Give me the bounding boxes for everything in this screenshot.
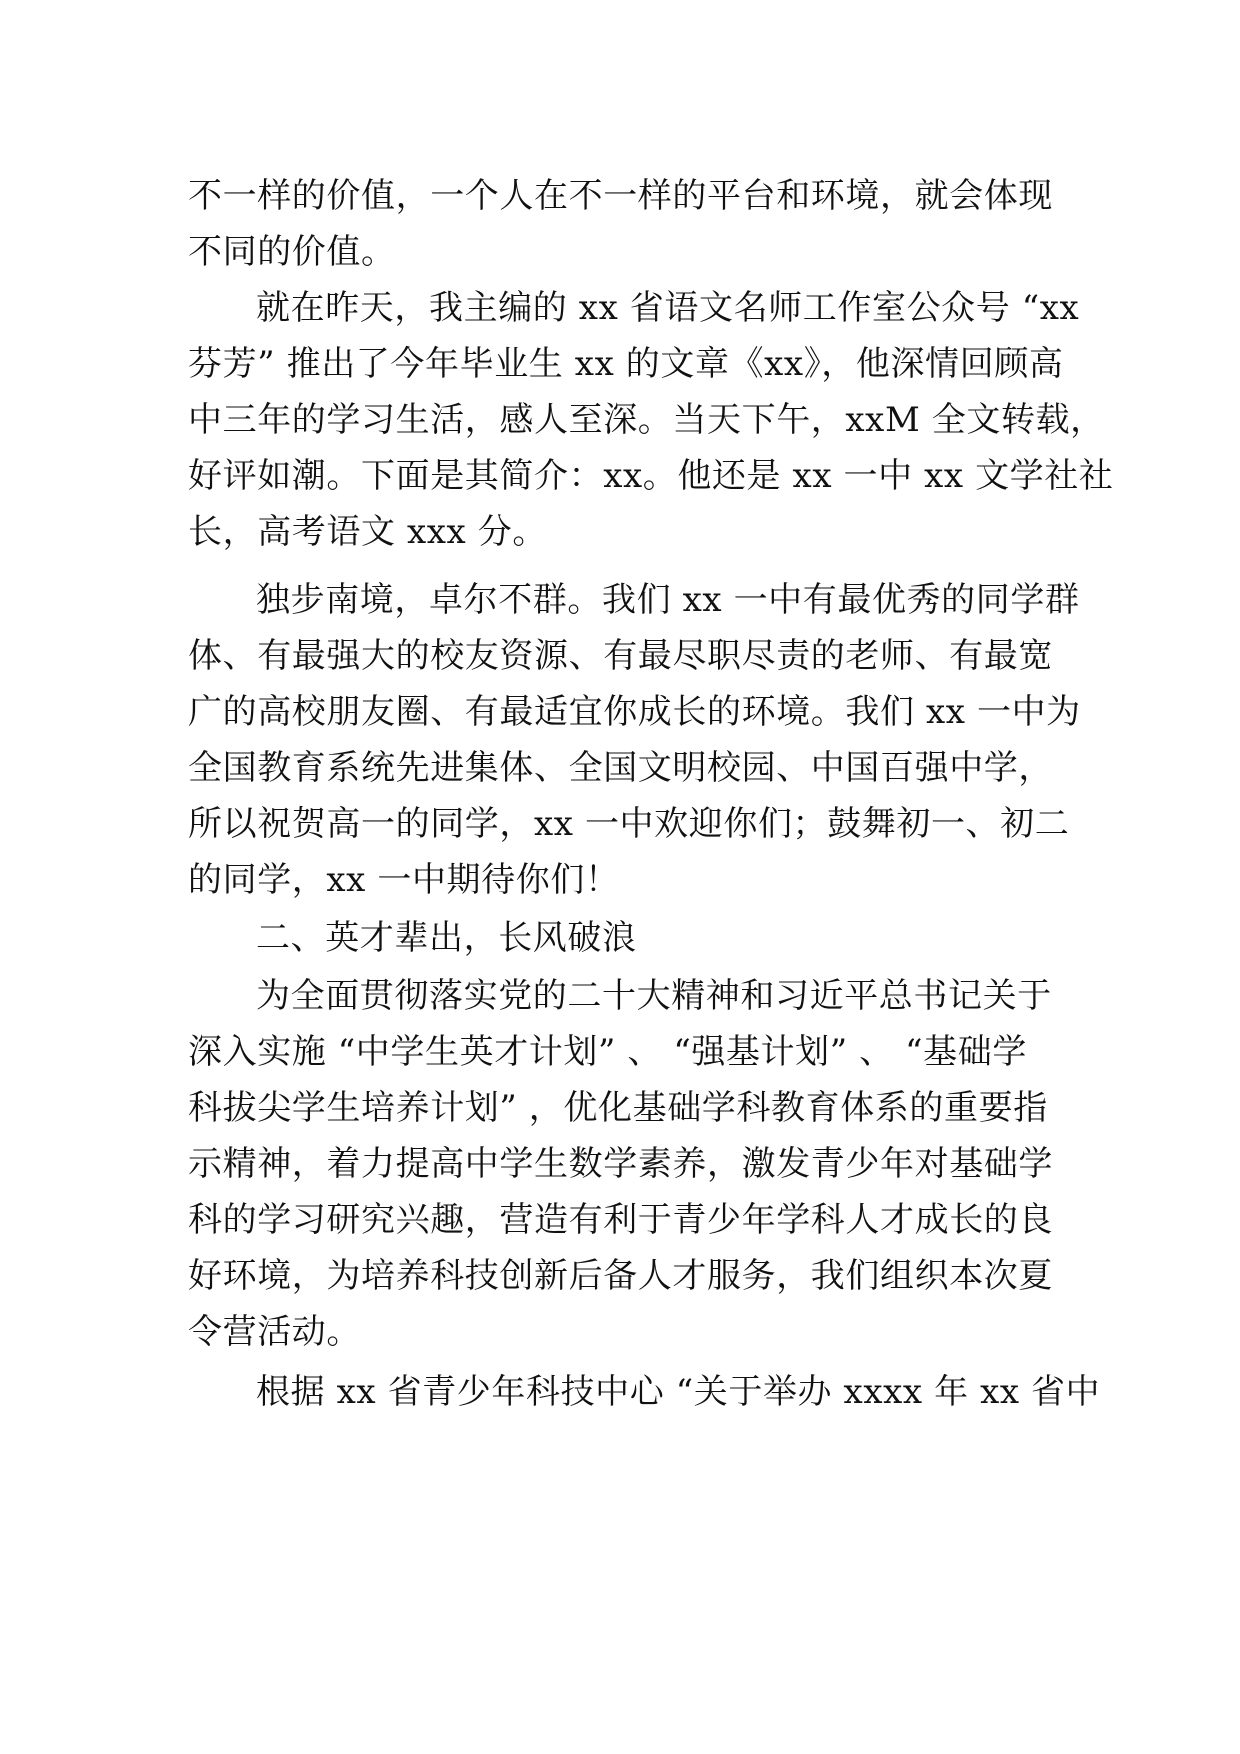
text-line: 的同学，xx 一中期待你们！ bbox=[188, 860, 620, 900]
text-line: 广的高校朋友圈、有最适宜你成长的环境。我们 xx 一中为 bbox=[188, 692, 1081, 732]
text-line: 就在昨天，我主编的 xx 省语文名师工作室公众号 “xx bbox=[256, 288, 1080, 328]
text-line: 不一样的价值，一个人在不一样的平台和环境，就会体现 bbox=[188, 176, 1053, 216]
text-line: 科的学习研究兴趣，营造有利于青少年学科人才成长的良 bbox=[188, 1200, 1053, 1240]
text-line: 科拔尖学生培养计划” ，优化基础学科教育体系的重要指 bbox=[188, 1088, 1048, 1128]
text-line: 独步南境，卓尔不群。我们 xx 一中有最优秀的同学群 bbox=[256, 580, 1080, 620]
text-line: 不同的价值。 bbox=[188, 232, 396, 272]
text-line: 中三年的学习生活，感人至深。当天下午，xxM 全文转载， bbox=[188, 400, 1105, 440]
text-line: 所以祝贺高一的同学，xx 一中欢迎你们；鼓舞初一、初二 bbox=[188, 804, 1070, 844]
text-line: 好环境，为培养科技创新后备人才服务，我们组织本次夏 bbox=[188, 1256, 1053, 1296]
text-line: 根据 xx 省青少年科技中心 “关于举办 xxxx 年 xx 省中 bbox=[256, 1372, 1101, 1412]
text-line: 芬芳” 推出了今年毕业生 xx 的文章《xx》，他深情回顾高 bbox=[188, 344, 1064, 384]
text-line: 长，高考语文 xxx 分。 bbox=[188, 512, 547, 552]
text-line: 体、有最强大的校友资源、有最尽职尽责的老师、有最宽 bbox=[188, 636, 1053, 676]
text-line: 示精神，着力提高中学生数学素养，激发青少年对基础学 bbox=[188, 1144, 1053, 1184]
text-line: 令营活动。 bbox=[188, 1312, 361, 1352]
text-line: 全国教育系统先进集体、全国文明校园、中国百强中学， bbox=[188, 748, 1053, 788]
text-line: 深入实施 “中学生英才计划” 、 “强基计划” 、 “基础学 bbox=[188, 1032, 1027, 1072]
text-line: 为全面贯彻落实党的二十大精神和习近平总书记关于 bbox=[256, 976, 1052, 1016]
text-line: 好评如潮。下面是其简介：xx。他还是 xx 一中 xx 文学社社 bbox=[188, 456, 1114, 496]
section-heading: 二、英才辈出，长风破浪 bbox=[256, 918, 637, 958]
